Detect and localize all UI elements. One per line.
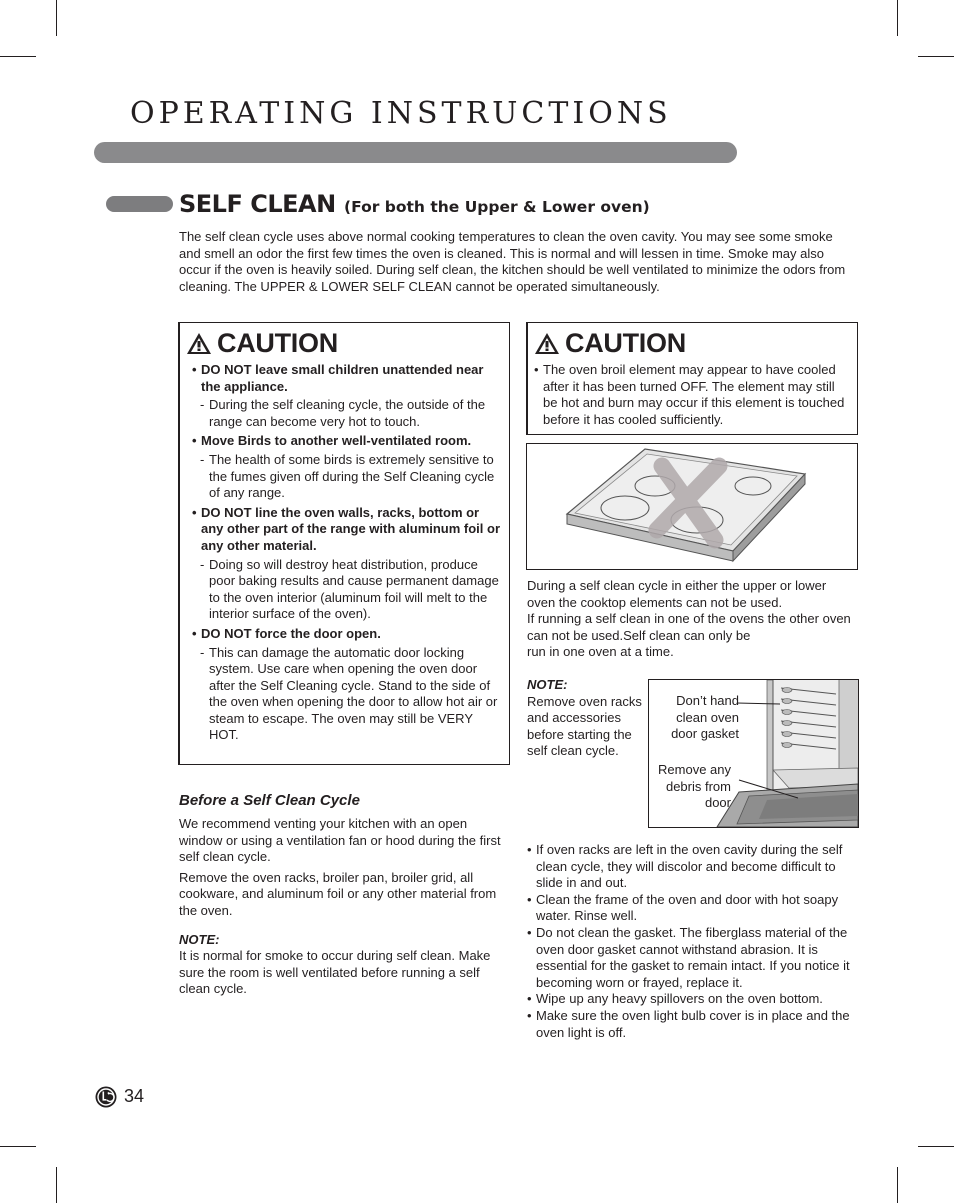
page-number: 34	[124, 1086, 145, 1106]
note-right	[527, 677, 645, 760]
heading-main: SELF CLEAN	[179, 190, 336, 218]
crop-mark	[897, 1167, 898, 1203]
intro-paragraph: The self clean cycle uses above normal cooking temperatures to clean the oven cavity. You may see some smoke and smell an odor the first few times the oven is cleaned. This is normal and will lessen in time. Smoke may also occur if the oven is heavily soiled. During self clean, the kitchen should be well ventilated to minimize the odors from cleaning. The UPPER & LOWER SELF CLEAN cannot be operated simultaneously.	[179, 229, 846, 294]
cleaning-bullets	[527, 842, 857, 1041]
crop-mark	[897, 0, 898, 36]
warning-icon	[534, 332, 560, 355]
before-paragraph: We recommend venting your kitchen with an open window or using a ventilation fan or hood during the first self clean cycle.	[179, 816, 501, 865]
caution-title: CAUTION	[534, 328, 849, 358]
callout-debris: Remove any debris from door	[658, 762, 731, 811]
cooktop-caption: During a self clean cycle in either the upper or lower oven the cooktop elements can not be used. If running a self clean in one of the ovens the other oven can not be used.Self clean can only be run in one oven at a time.	[527, 578, 851, 660]
heading-sub: (For both the Upper & Lower oven)	[344, 198, 650, 216]
crop-mark	[918, 1146, 954, 1147]
caution-detail: - Doing so will destroy heat distribution, produce poor baking results and cause permanent damage to the oven interior (aluminum foil will melt to the interior surface of the oven).	[200, 556, 499, 622]
warning-icon	[186, 332, 212, 355]
list-item: • Clean the frame of the oven and door with hot soapy water. Rinse well.	[527, 891, 839, 924]
cooktop-illustration	[526, 443, 858, 570]
caution-title: CAUTION	[186, 328, 501, 358]
header-bar	[94, 142, 737, 163]
list-item: • Make sure the oven light bulb cover is in place and the oven light is off.	[527, 1007, 850, 1040]
oven-illustration	[648, 679, 859, 828]
caution-bullet: • DO NOT leave small children unattended near the appliance.	[192, 362, 484, 394]
caution-bullet: • Move Birds to another well-ventilated room.	[192, 433, 472, 449]
cooktop-image	[527, 444, 857, 569]
page-heading	[179, 190, 650, 218]
note-label: NOTE:	[179, 931, 220, 947]
lg-logo-icon	[95, 1086, 117, 1108]
before-section	[179, 792, 501, 998]
crop-mark	[0, 56, 36, 57]
caution-detail: - During the self cleaning cycle, the outside of the range can become very hot to touch.	[200, 397, 486, 429]
list-item: • If oven racks are left in the oven cavity during the self clean cycle, they will discolor and become difficult to slide in and out.	[527, 842, 843, 891]
crop-mark	[0, 1146, 36, 1147]
caution-box-left	[178, 322, 510, 765]
heading-tab	[106, 196, 173, 212]
crop-mark	[56, 1167, 57, 1203]
note-label: NOTE:	[527, 677, 568, 692]
note-text: It is normal for smoke to occur during self clean. Make sure the room is well ventilated before running a self clean cycle.	[179, 948, 491, 997]
callout-gasket: Don’t hand clean oven door gasket	[671, 693, 739, 742]
list-item: • Do not clean the gasket. The fiberglass material of the oven door gasket cannot withstand abrasion. It is essential for the gasket to remain intact. If you notice it becoming worn or frayed, replace it.	[527, 924, 850, 990]
note-text: Remove oven racks and accessories before starting the self clean cycle.	[527, 693, 642, 759]
caution-text: • The oven broil element may appear to have cooled after it has been turned OFF. The element may still be hot and burn may occur if this element is touched before it has cooled sufficiently.	[534, 362, 845, 427]
caution-bullet: • DO NOT line the oven walls, racks, bottom or any other part of the range with aluminum foil or any other material.	[192, 504, 501, 553]
caution-box-right	[526, 322, 858, 435]
caution-bullet: • DO NOT force the door open.	[192, 625, 381, 641]
caution-detail: - This can damage the automatic door locking system. Use care when opening the oven door after the Self Cleaning cycle. Stand to the side of the oven when opening the door to allow hot air or steam to escape. The oven may still be VERY HOT.	[200, 644, 498, 743]
crop-mark	[918, 56, 954, 57]
section-title: OPERATING INSTRUCTIONS	[130, 96, 672, 131]
list-item: • Wipe up any heavy spillovers on the oven bottom.	[527, 991, 823, 1007]
before-heading: Before a Self Clean Cycle	[179, 792, 360, 809]
caution-detail: - The health of some birds is extremely sensitive to the fumes given off during the Self Cleaning cycle of any range.	[200, 451, 495, 501]
crop-mark	[56, 0, 57, 36]
before-paragraph: Remove the oven racks, broiler pan, broiler grid, all cookware, and aluminum foil or any other material from the oven.	[179, 869, 497, 918]
